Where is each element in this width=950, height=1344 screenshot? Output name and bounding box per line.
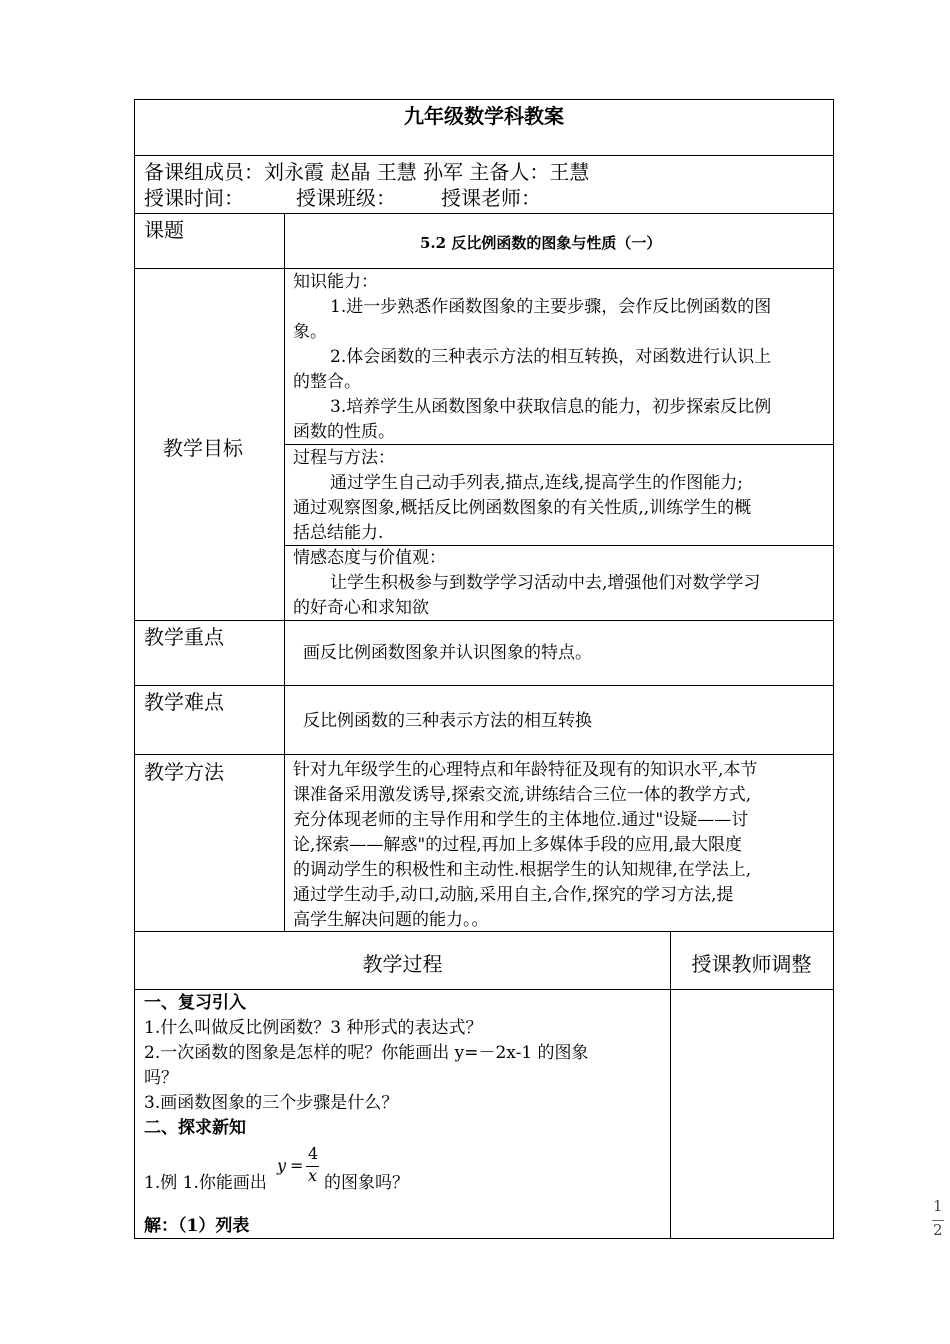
example-suffix: 的图象吗？ (324, 1173, 409, 1193)
table-border (284, 444, 834, 445)
method-line: 针对九年级学生的心理特点和年龄特征及现有的知识水平,本节 (293, 760, 758, 780)
method-line: 论,探索——解惑"的过程,再加上多媒体手段的应用,最大限度 (293, 835, 743, 855)
table-border (135, 213, 834, 214)
key-point-value: 画反比例函数图象并认识图象的特点。 (303, 643, 592, 663)
table-border (135, 268, 834, 269)
process-heading: 过程与方法： (293, 448, 395, 468)
table-border (135, 620, 834, 621)
time-label: 授课时间： (144, 186, 244, 210)
emotion-line: 的好奇心和求知欲 (293, 598, 429, 618)
page-number-current: 1 (933, 1197, 943, 1215)
section-heading: 一、复习引入 (144, 993, 246, 1013)
example-prefix: 1.例 1.你能画出 (144, 1173, 267, 1193)
method-line: 充分体现老师的主导作用和学生的主体地位.通过"设疑——讨 (293, 810, 749, 830)
method-line: 高学生解决问题的能力。。 (293, 910, 489, 930)
page-number-total: 2 (933, 1221, 943, 1239)
table-border (135, 1238, 834, 1239)
adjust-column-header: 授课教师调整 (691, 952, 812, 976)
teacher-label: 授课老师： (441, 186, 541, 210)
table-border (135, 754, 834, 755)
topic-label: 课题 (144, 218, 184, 242)
method-line: 通过学生动手,动口,动脑,采用自主,合作,探究的学习方法,提 (293, 885, 734, 905)
formula-y: y (277, 1156, 287, 1175)
difficulty-label: 教学难点 (144, 690, 224, 714)
question-3: 3.画函数图象的三个步骤是什么？ (144, 1093, 399, 1113)
solution-line: 解：（1）列表 (144, 1216, 250, 1236)
method-line: 课准备采用激发诱导,探索交流,讲练结合三位一体的教学方式, (293, 785, 752, 805)
process-line: 括总结能力. (293, 523, 384, 543)
knowledge-item-1-cont: 象。 (293, 322, 327, 342)
page-title: 九年级数学科教案 (404, 104, 564, 128)
question-2: 2.一次函数的图象是怎样的呢？你能画出 y=－2x-1 的图象 (144, 1043, 589, 1063)
class-label: 授课班级： (296, 186, 396, 210)
formula-equals: = (290, 1156, 304, 1175)
knowledge-item-3: 3.培养学生从函数图象中获取信息的能力，初步探索反比例 (330, 397, 772, 417)
emotion-line: 让学生积极参与到数学学习活动中去,增强他们对数学学习 (330, 573, 761, 593)
table-border (135, 989, 834, 990)
formula-denominator: x (308, 1166, 318, 1185)
method-line: 的调动学生的积极性和主动性.根据学生的认知规律,在学法上, (293, 860, 752, 880)
knowledge-heading: 知识能力： (293, 272, 378, 292)
method-label: 教学方法 (144, 760, 224, 784)
process-line: 通过学生自己动手列表,描点,连线,提高学生的作图能力; (330, 473, 743, 493)
section-heading: 二、探求新知 (144, 1118, 246, 1138)
key-point-label: 教学重点 (144, 625, 224, 649)
knowledge-item-2-cont: 的整合。 (293, 372, 361, 392)
topic-value: 5.2 反比例函数的图象与性质（一） (420, 234, 662, 252)
question-1: 1.什么叫做反比例函数？3 种形式的表达式？ (144, 1018, 483, 1038)
formula-numerator: 4 (308, 1144, 319, 1163)
knowledge-item-1: 1.进一步熟悉作函数图象的主要步骤，会作反比例函数的图 (330, 297, 772, 317)
process-column-header: 教学过程 (362, 952, 443, 976)
table-border (134, 99, 135, 1239)
table-border (670, 931, 671, 1239)
table-border (833, 99, 834, 1239)
table-border (135, 685, 834, 686)
process-line: 通过观察图象,概括反比例函数图象的有关性质,,训练学生的概 (293, 498, 752, 518)
members-line: 备课组成员：刘永霞 赵晶 王慧 孙军 主备人：王慧 (144, 160, 590, 184)
question-2-cont: 吗？ (144, 1068, 178, 1088)
knowledge-item-3-cont: 函数的性质。 (293, 422, 395, 442)
table-border (284, 213, 285, 931)
formula-y-equals-4-over-x (277, 1146, 325, 1190)
knowledge-item-2: 2.体会函数的三种表示方法的相互转换，对函数进行认识上 (330, 347, 772, 367)
emotion-heading: 情感态度与价值观： (293, 548, 446, 568)
goals-label: 教学目标 (163, 436, 243, 460)
difficulty-value: 反比例函数的三种表示方法的相互转换 (303, 711, 592, 731)
